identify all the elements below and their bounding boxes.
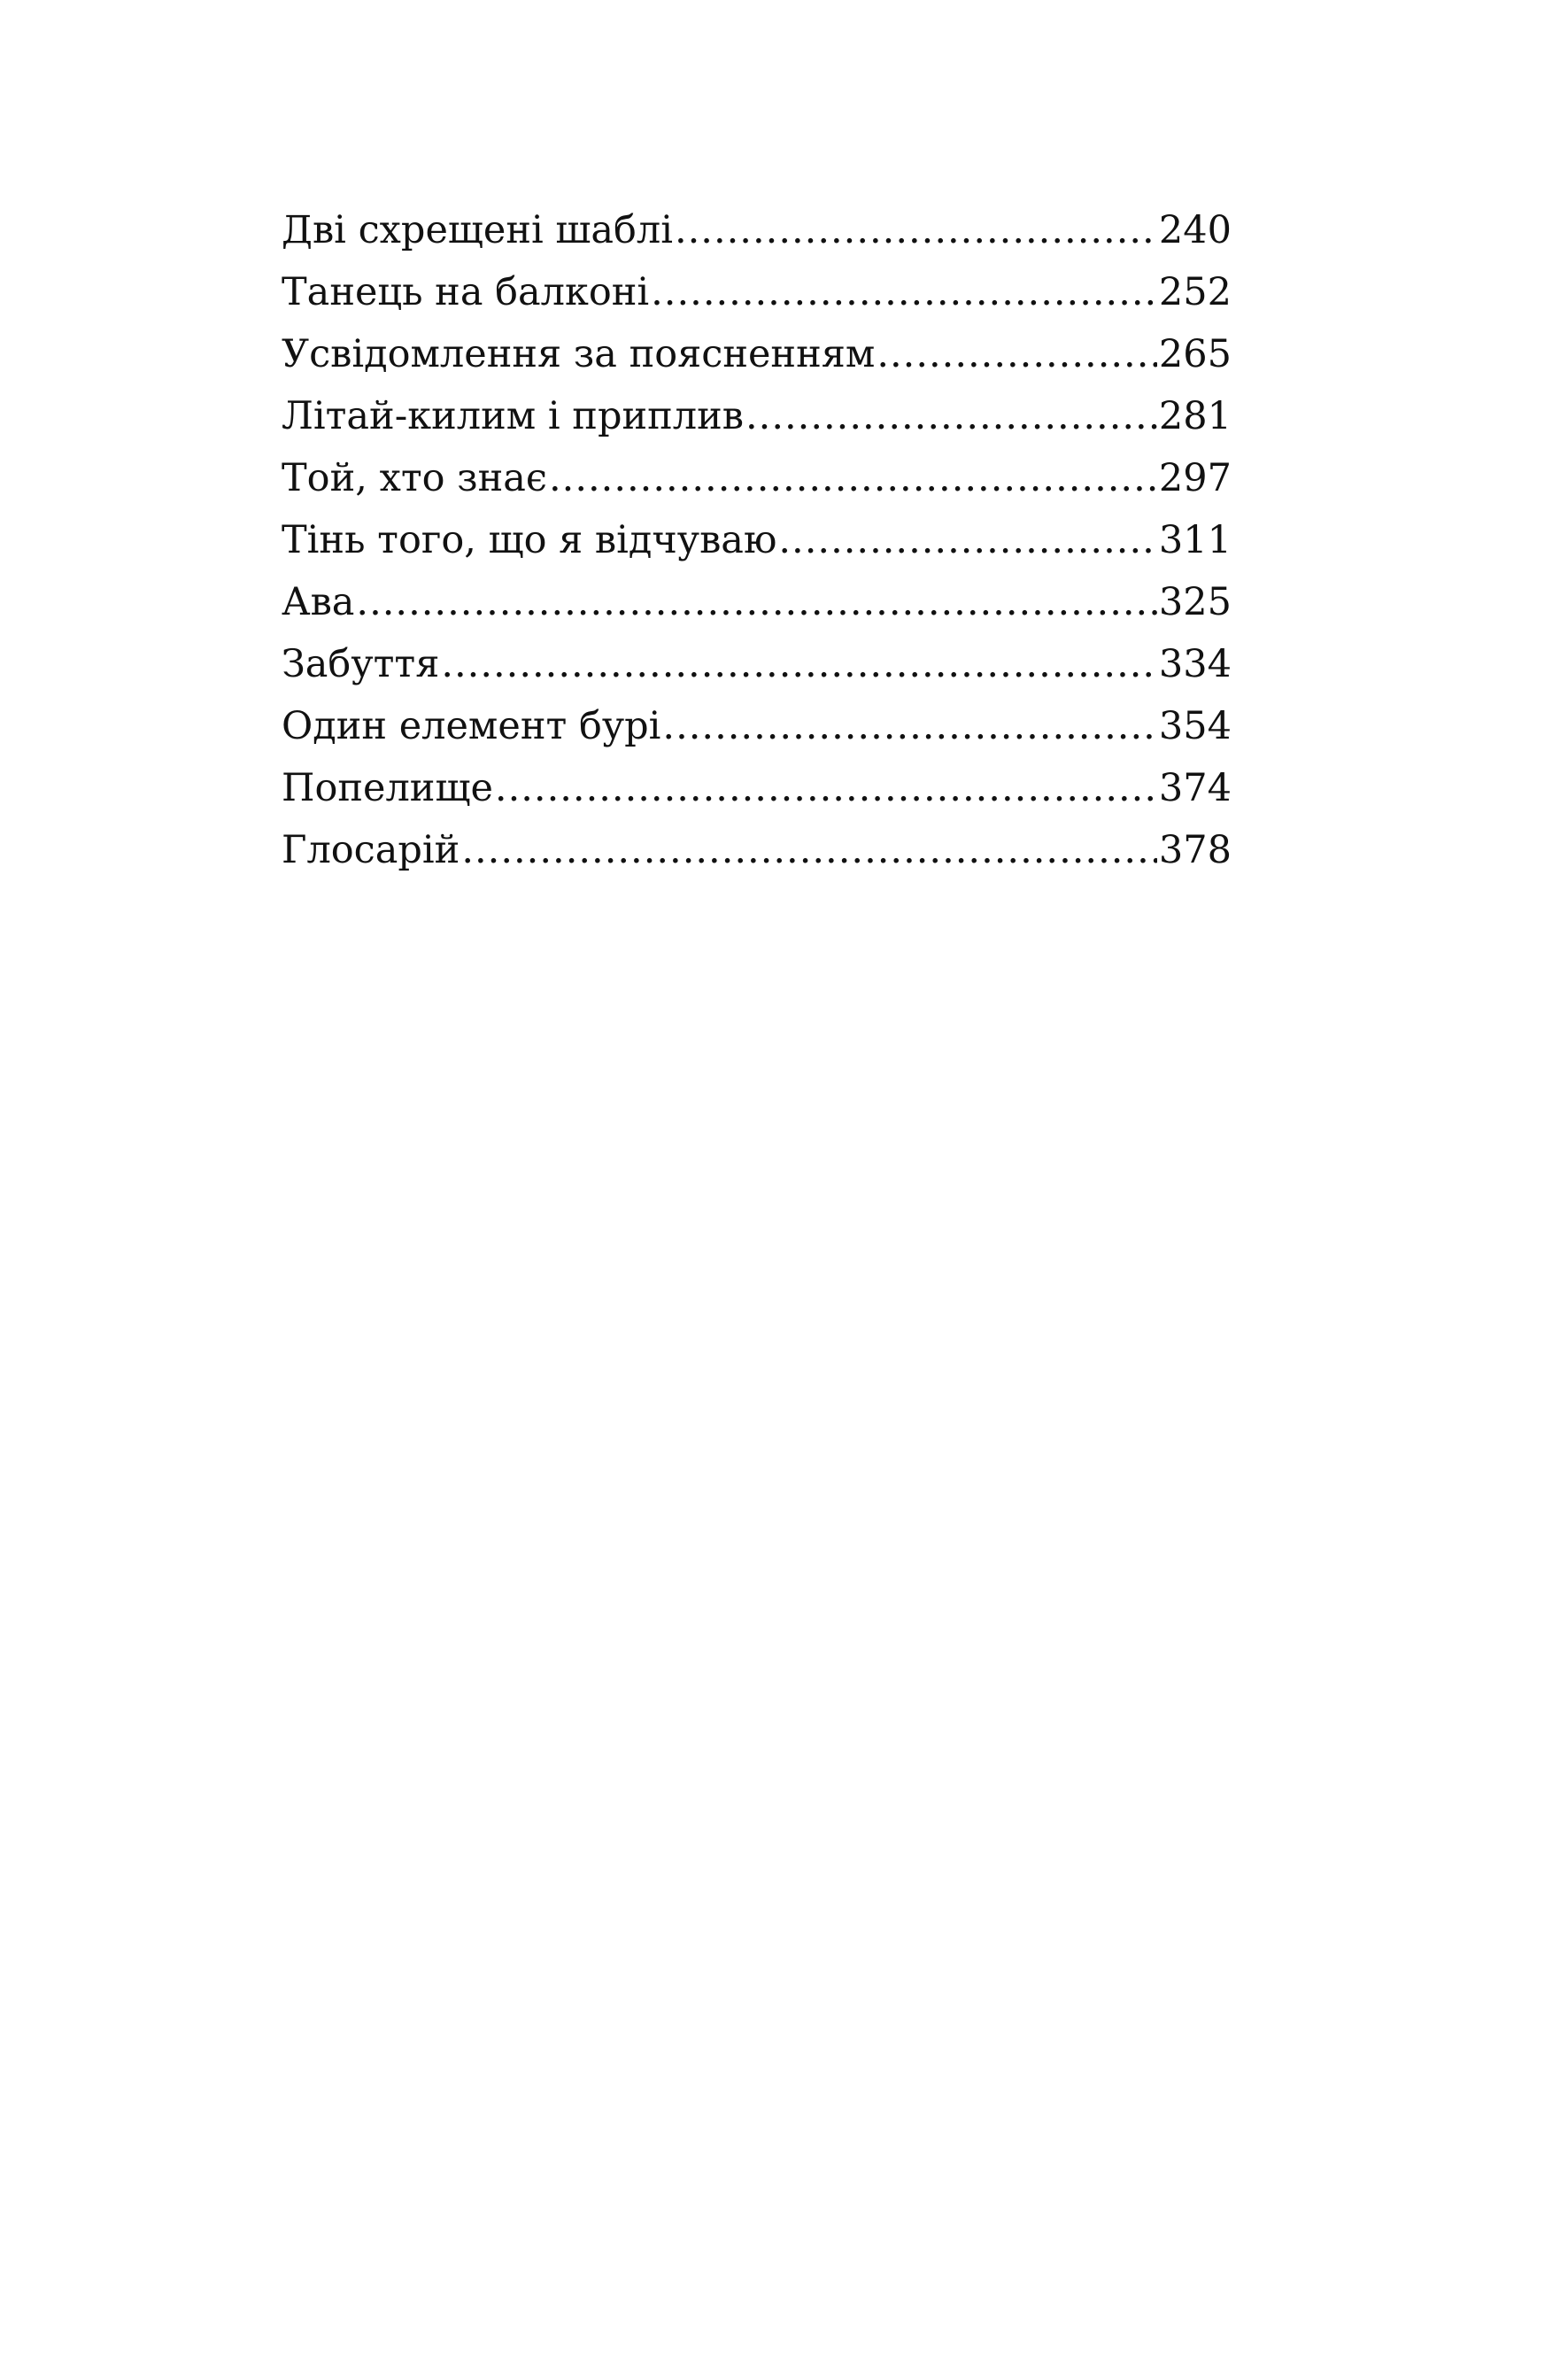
toc-entry-title: Попелище — [282, 766, 493, 810]
toc-entry-page: 334 — [1158, 642, 1232, 686]
toc-entry — [282, 571, 1232, 633]
toc-entry — [282, 633, 1232, 695]
toc-dot-leader — [441, 633, 1157, 695]
toc-entry-page: 378 — [1158, 828, 1232, 872]
toc-entry-title: Той, хто знає — [282, 456, 547, 500]
toc-entry — [282, 819, 1232, 881]
toc-entry-page: 252 — [1158, 270, 1232, 314]
toc-entry-title: Танець на балконі — [282, 270, 650, 314]
toc-entry — [282, 323, 1232, 385]
toc-entry-title: Тінь того, що я відчуваю — [282, 518, 777, 562]
toc-entry-title: Глосарій — [282, 828, 460, 872]
toc-entry-page: 325 — [1158, 580, 1232, 624]
toc-entry-page: 311 — [1158, 518, 1232, 562]
toc-entry-title: Один елемент бурі — [282, 704, 661, 748]
toc-entry — [282, 199, 1232, 261]
toc-entry-title: Дві схрещені шаблі — [282, 208, 673, 252]
toc-entry-title: Забуття — [282, 642, 440, 686]
toc-dot-leader — [745, 385, 1157, 447]
toc-dot-leader — [651, 261, 1157, 323]
toc-dot-leader — [356, 571, 1157, 633]
toc-entry-page: 297 — [1158, 456, 1232, 500]
toc-entry-page: 281 — [1158, 394, 1232, 438]
table-of-contents — [282, 199, 1232, 881]
toc-dot-leader — [778, 509, 1157, 571]
toc-entry-title: Літай-килим і приплив — [282, 394, 744, 438]
toc-entry-page: 354 — [1158, 704, 1232, 748]
toc-entry — [282, 385, 1232, 447]
toc-dot-leader — [675, 199, 1157, 261]
toc-entry — [282, 509, 1232, 571]
toc-entry-title: Усвідомлення за поясненням — [282, 332, 876, 376]
toc-dot-leader — [461, 819, 1157, 881]
toc-entry-page: 240 — [1158, 208, 1232, 252]
toc-dot-leader — [495, 757, 1157, 819]
toc-entry — [282, 261, 1232, 323]
toc-entry-title: Ава — [282, 580, 355, 624]
toc-dot-leader — [877, 323, 1157, 385]
toc-entry — [282, 695, 1232, 757]
toc-dot-leader — [549, 447, 1157, 509]
toc-entry-page: 265 — [1158, 332, 1232, 376]
toc-entry-page: 374 — [1158, 766, 1232, 810]
toc-entry — [282, 757, 1232, 819]
toc-entry — [282, 447, 1232, 509]
toc-dot-leader — [662, 695, 1157, 757]
